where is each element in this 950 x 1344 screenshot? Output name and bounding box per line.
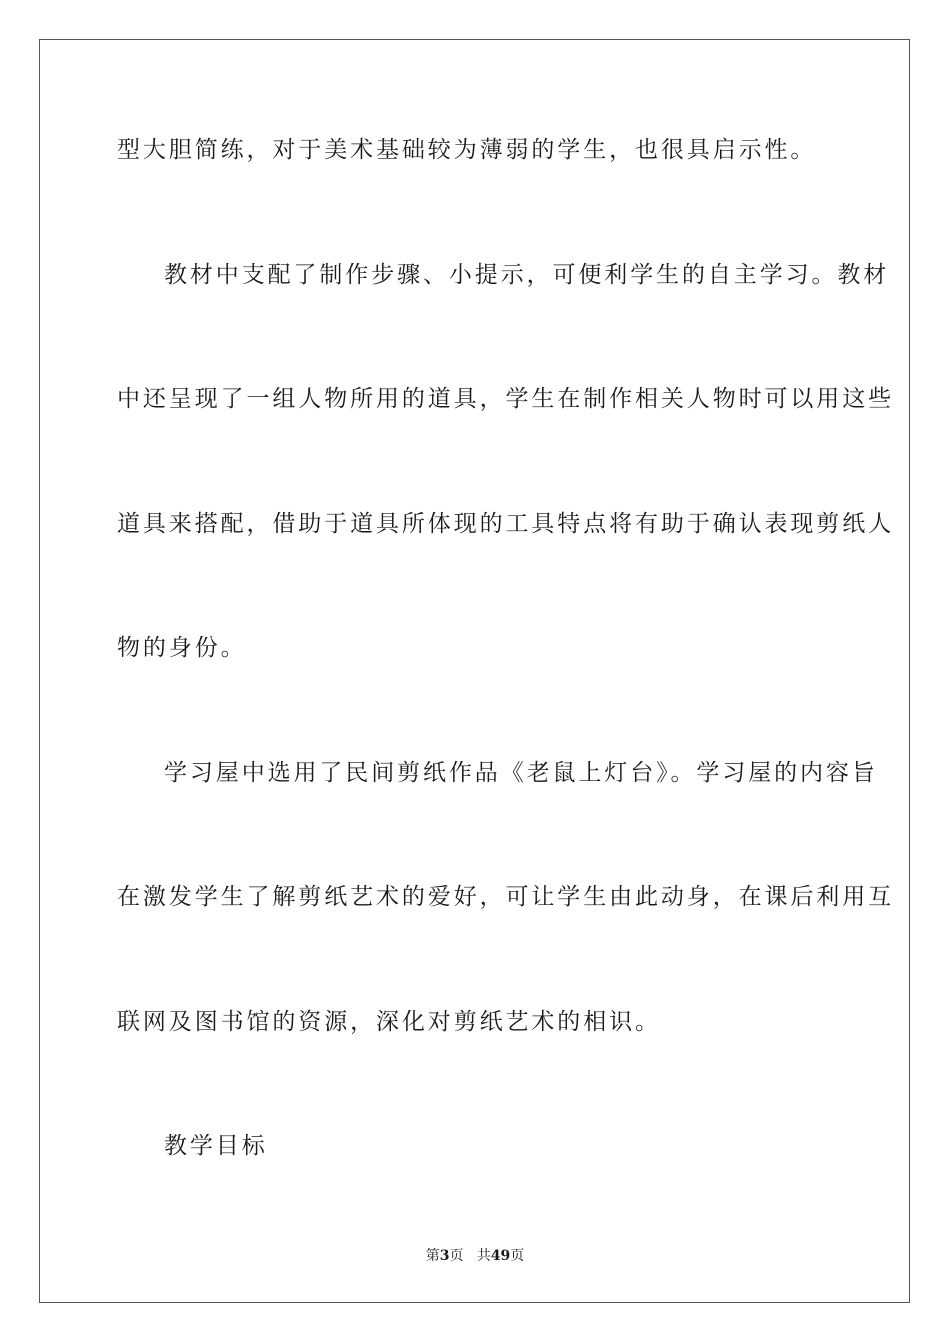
total-suffix: 页 [510,1248,525,1264]
body-line-6: 学习屋中选用了民间剪纸作品《老鼠上灯台》。学习屋的内容旨 [164,760,878,786]
body-line-8: 联网及图书馆的资源，深化对剪纸艺术的相识。 [117,1009,661,1035]
total-prefix: 共 [476,1248,491,1264]
page-suffix: 页 [449,1248,464,1264]
page-frame [39,39,910,1303]
section-heading: 教学目标 [164,1133,268,1159]
body-line-5: 物的身份。 [117,635,247,661]
body-line-4: 道具来搭配，借助于道具所体现的工具特点将有助于确认表现剪纸人 [117,511,894,537]
page-number: 3 [439,1248,450,1264]
body-line-3: 中还呈现了一组人物所用的道具，学生在制作相关人物时可以用这些 [117,386,894,412]
total-pages: 49 [490,1248,511,1264]
page-footer [0,1247,950,1265]
body-line-7: 在激发学生了解剪纸艺术的爱好，可让学生由此动身，在课后利用互 [117,884,894,910]
body-line-1: 型大胆简练，对于美术基础较为薄弱的学生，也很具启示性。 [117,137,817,163]
body-line-2: 教材中支配了制作步骤、小提示，可便利学生的自主学习。教材 [164,262,890,288]
page-prefix: 第 [425,1248,440,1264]
